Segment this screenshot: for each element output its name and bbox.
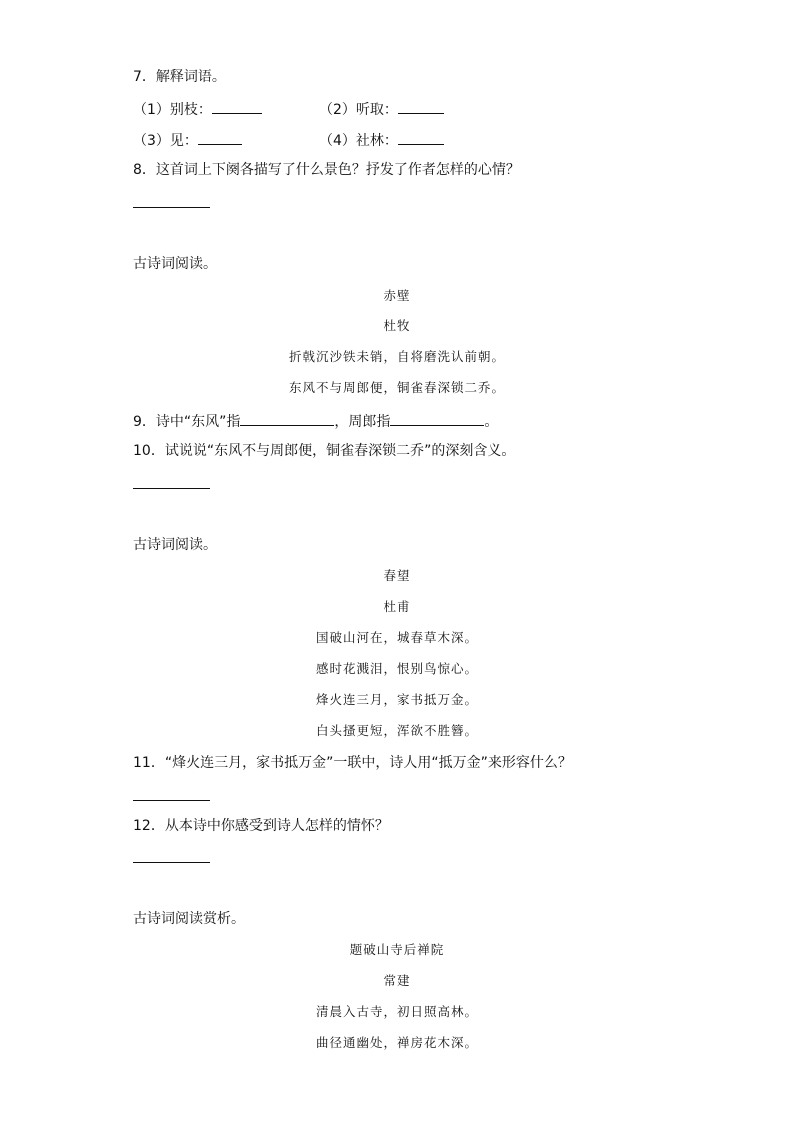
q10-answer-line[interactable] (133, 488, 210, 489)
q12-stem: 12．从本诗中你感受到诗人怎样的情怀？ (133, 818, 389, 834)
q8-answer-line[interactable] (133, 207, 210, 208)
poem-line: 曲径通幽处，禅房花木深。 (315, 1035, 478, 1050)
q9-stem (133, 411, 498, 431)
q7-item-label: （3）见： (133, 133, 198, 149)
answer-blank[interactable] (240, 411, 334, 426)
q12-answer-line[interactable] (133, 862, 210, 863)
poem-line: 白头搔更短，浑欲不胜簪。 (315, 723, 478, 738)
q7-item-2 (319, 99, 444, 119)
answer-blank[interactable] (398, 99, 444, 114)
poem-line: 国破山河在，城春草木深。 (315, 630, 478, 645)
poem-line: 折戟沉沙铁未销，自将磨洗认前朝。 (288, 349, 505, 364)
q11-stem: 11．“烽火连三月，家书抵万金”一联中，诗人用“抵万金”来形容什么？ (133, 755, 572, 771)
poem-title: 题破山寺后禅院 (349, 942, 445, 957)
section3-heading: 古诗词阅读。 (133, 537, 217, 553)
q9-text: 。 (484, 414, 499, 430)
q8-stem: 8．这首词上下阕各描写了什么景色？抒发了作者怎样的心情？ (133, 162, 520, 178)
q7-item-label: （1）别枝： (133, 102, 212, 118)
q11-answer-line[interactable] (133, 800, 210, 801)
answer-blank[interactable] (198, 130, 242, 145)
q7-item-4 (319, 130, 444, 150)
poem-author: 杜牧 (383, 318, 411, 333)
poem-line: 烽火连三月，家书抵万金。 (315, 692, 478, 707)
q7-stem: 7．解释词语。 (133, 69, 226, 85)
poem-title: 赤壁 (383, 288, 411, 303)
poem-line: 东风不与周郎便，铜雀春深锁二乔。 (288, 380, 505, 395)
poem-line: 感时花溅泪，恨别鸟惊心。 (315, 661, 478, 676)
q7-item-label: （2）听取： (319, 102, 398, 118)
q7-item-label: （4）社林： (319, 133, 398, 149)
poem-line: 清晨入古寺，初日照高林。 (315, 1004, 478, 1019)
q9-text: ，周郎指 (334, 414, 391, 430)
q7-item-1 (133, 99, 262, 119)
answer-blank[interactable] (398, 130, 444, 145)
q7-item-3 (133, 130, 242, 150)
section4-heading: 古诗词阅读赏析。 (133, 911, 245, 927)
poem-title: 春望 (383, 568, 411, 583)
poem-author: 杜甫 (383, 599, 411, 614)
answer-blank[interactable] (390, 411, 484, 426)
q10-stem: 10．试说说“东风不与周郎便，铜雀春深锁二乔”的深刻含义。 (133, 443, 516, 459)
section2-heading: 古诗词阅读。 (133, 256, 217, 272)
answer-blank[interactable] (212, 99, 262, 114)
poem-author: 常建 (383, 973, 411, 988)
q9-text: 9．诗中“东风”指 (133, 414, 241, 430)
